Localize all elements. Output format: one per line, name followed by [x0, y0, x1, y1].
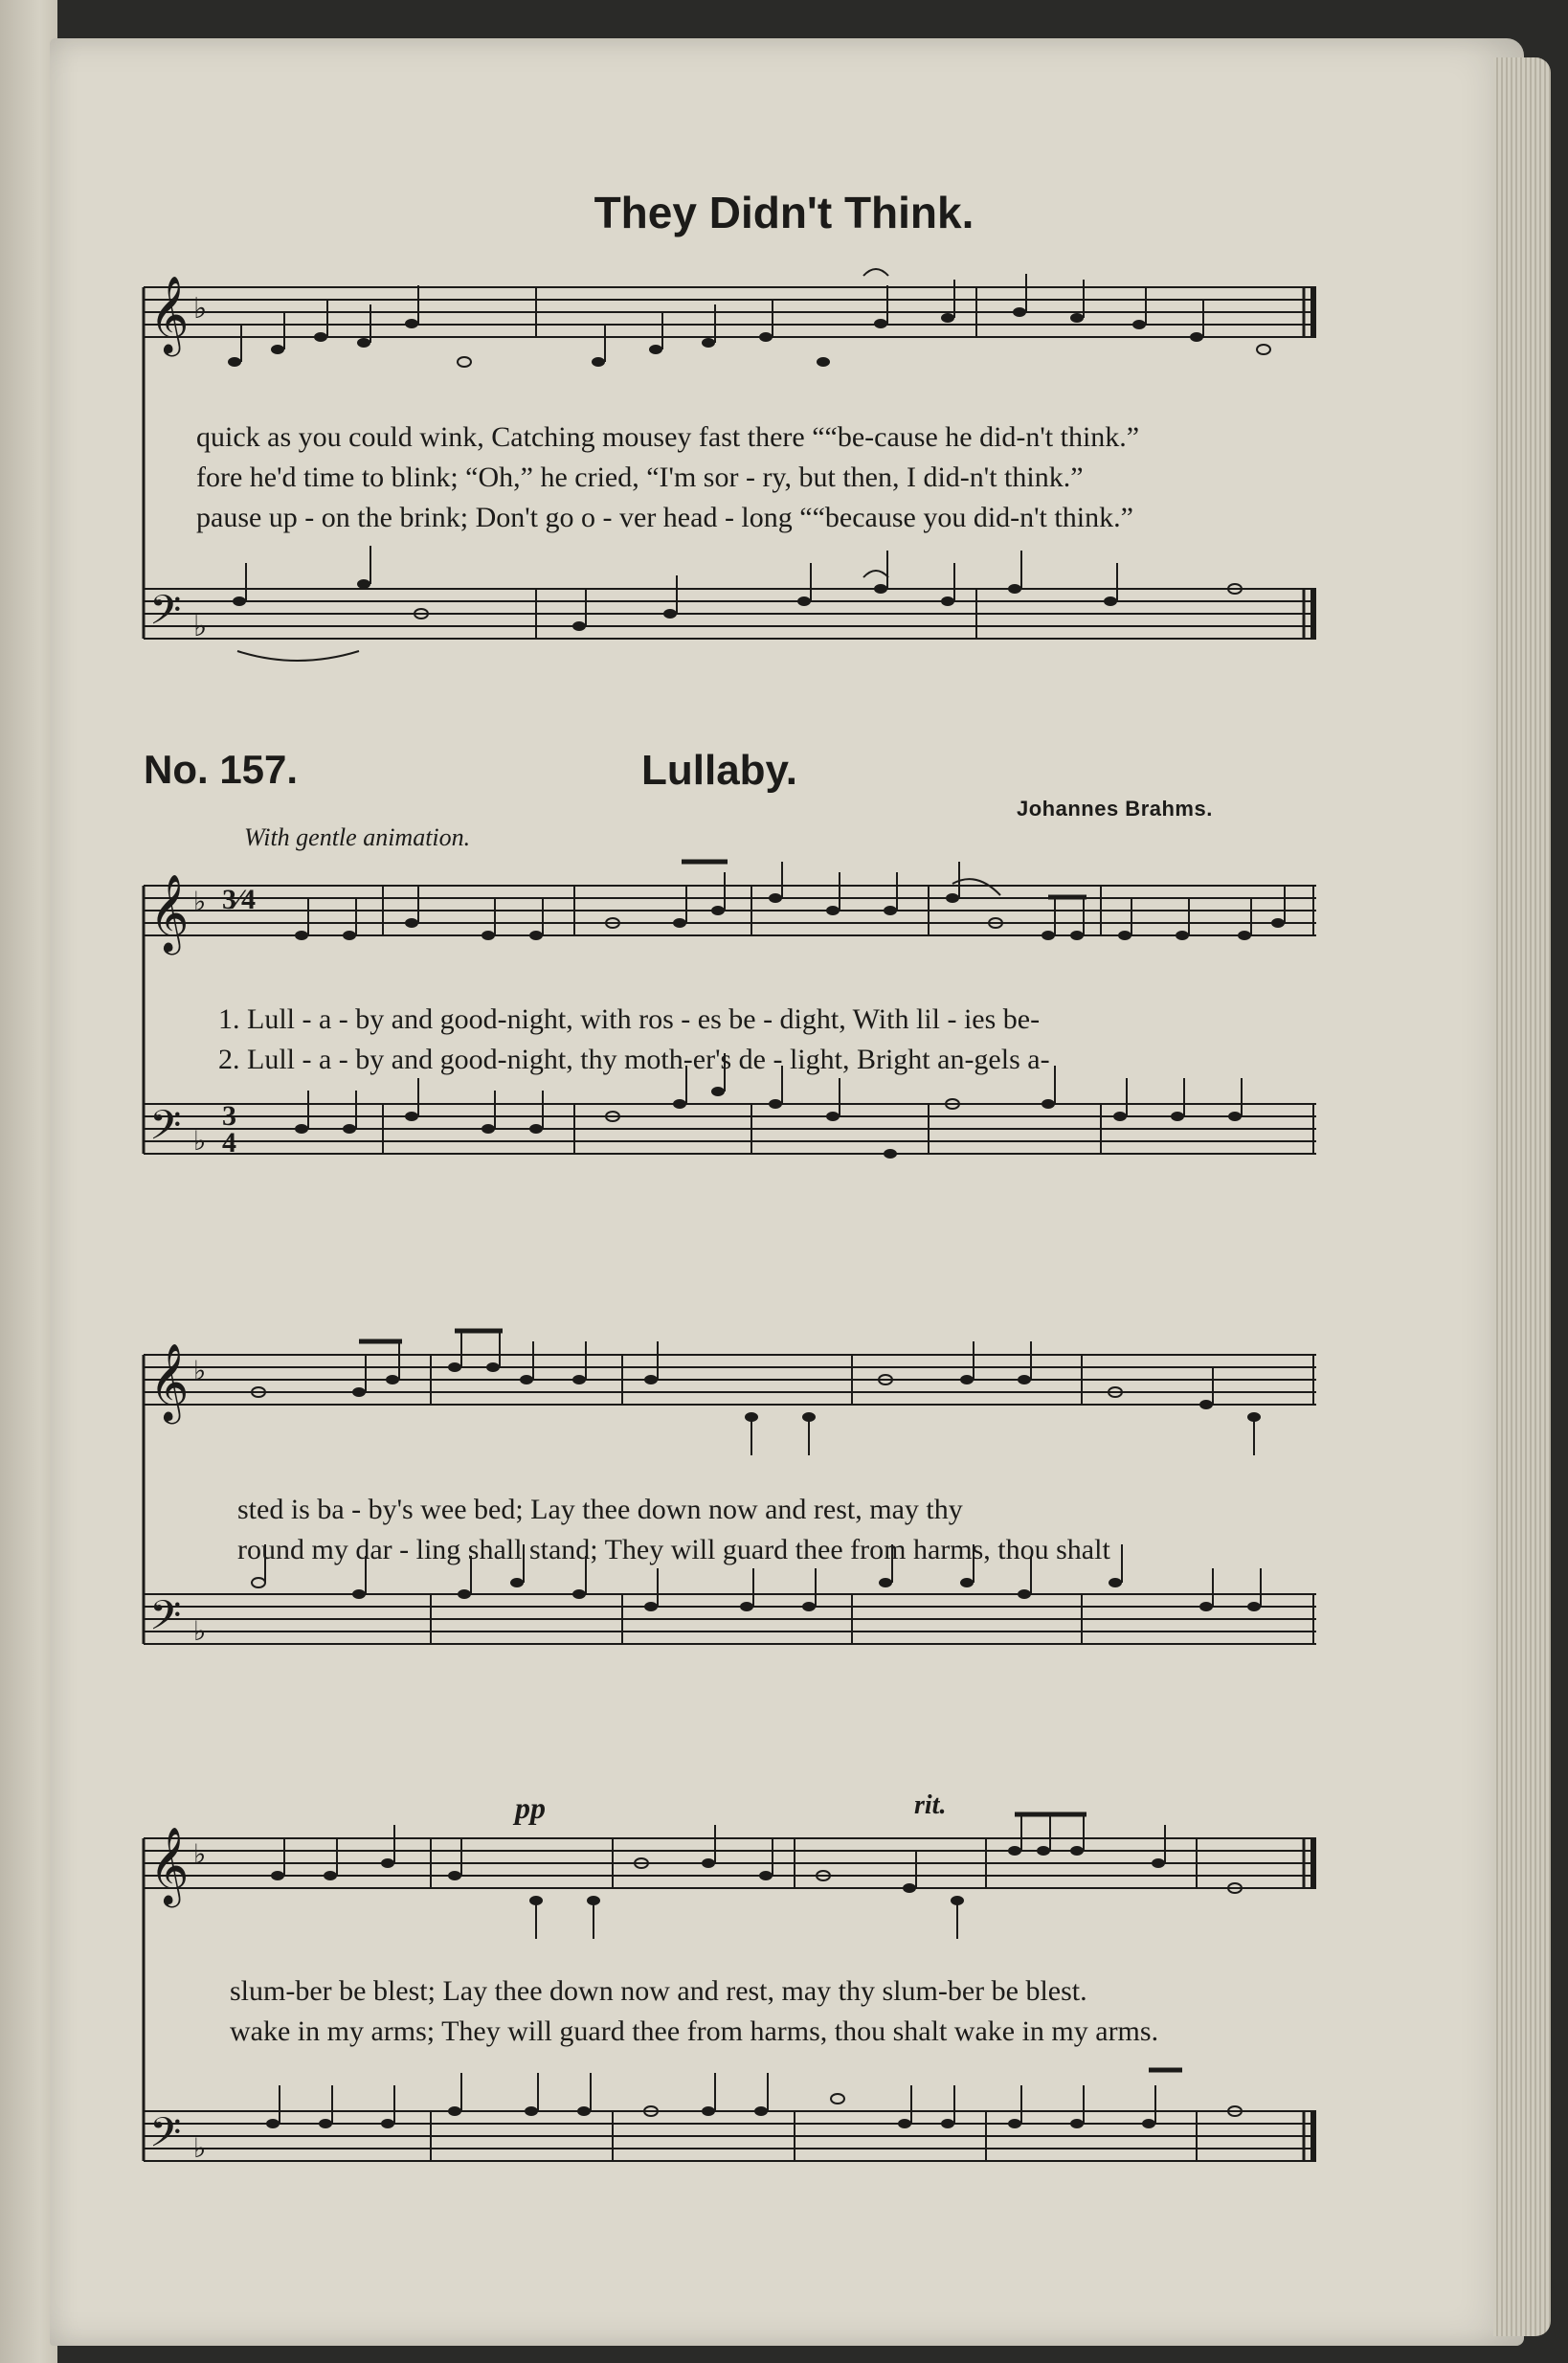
book-spine-strip — [0, 0, 57, 2363]
dynamic-ritardando: rit. — [914, 1790, 947, 1820]
svg-text:♭: ♭ — [193, 1840, 207, 1870]
lullaby-verse1-line1: 1. Lull - a - by and good-night, with ros - es be - dight, With lil - ies be- — [218, 1003, 1041, 1035]
lullaby-verse2-line3: wake in my arms; They will guard thee from harms, thou shalt wake in my arms. — [230, 2015, 1159, 2047]
svg-text:♭: ♭ — [193, 611, 208, 642]
svg-text:𝄞: 𝄞 — [149, 275, 190, 353]
page-edges — [1493, 57, 1551, 2336]
svg-text:𝄞: 𝄞 — [149, 1342, 190, 1421]
lullaby-verse1-line2: sted is ba - by's wee bed; Lay thee down now and rest, may thy — [237, 1494, 963, 1525]
svg-text:𝄢: 𝄢 — [149, 1102, 182, 1159]
lullaby-verse1-line3: slum-ber be blest; Lay thee down now and rest, may thy slum-ber be blest. — [230, 1975, 1087, 2007]
tempo-marking: With gentle animation. — [244, 823, 471, 851]
svg-text:♭: ♭ — [193, 293, 208, 325]
song1-verse-line-3: pause up - on the brink; Don't go o - ver head - long ““because you did-n't think.” — [196, 502, 1133, 533]
song-title-lullaby: Lullaby. — [641, 747, 797, 794]
music-system-3 — [134, 1336, 1321, 1719]
svg-text:𝄢: 𝄢 — [149, 587, 182, 644]
lullaby-verse2-line1: 2. Lull - a - by and good-night, thy moth-er's de - light, Bright an-gels a- — [218, 1044, 1050, 1075]
song-title-they-didnt-think: They Didn't Think. — [594, 188, 974, 237]
svg-text:♭: ♭ — [193, 1127, 207, 1157]
lullaby-verse2-line2: round my dar - ling shall stand; They will guard thee from harms, thou shalt — [237, 1534, 1110, 1565]
svg-text:3⁄4: 3⁄4 — [222, 884, 257, 915]
hymn-number: No. 157. — [144, 747, 299, 792]
svg-text:𝄢: 𝄢 — [149, 2109, 182, 2167]
song1-verse-line-1: quick as you could wink, Catching mousey fast there ““be-cause he did-n't think.” — [196, 421, 1140, 453]
svg-text:3: 3 — [222, 1100, 236, 1132]
svg-text:4: 4 — [222, 1127, 236, 1159]
svg-text:♭: ♭ — [193, 888, 207, 917]
svg-text:𝄞: 𝄞 — [149, 1826, 190, 1904]
svg-text:♭: ♭ — [193, 2134, 207, 2164]
dynamic-pianissimo: pp — [515, 1790, 546, 1825]
svg-text:♭: ♭ — [193, 1617, 207, 1647]
song1-verse-line-2: fore he'd time to blink; “Oh,” he cried, “I'm sor - ry, but then, I did-n't think.” — [196, 461, 1084, 493]
svg-text:♭: ♭ — [193, 1357, 207, 1386]
composer-name: Johannes Brahms. — [1017, 797, 1213, 821]
svg-text:𝄢: 𝄢 — [149, 1592, 182, 1650]
music-system-4 — [134, 1819, 1321, 2202]
svg-text:𝄞: 𝄞 — [149, 873, 190, 952]
